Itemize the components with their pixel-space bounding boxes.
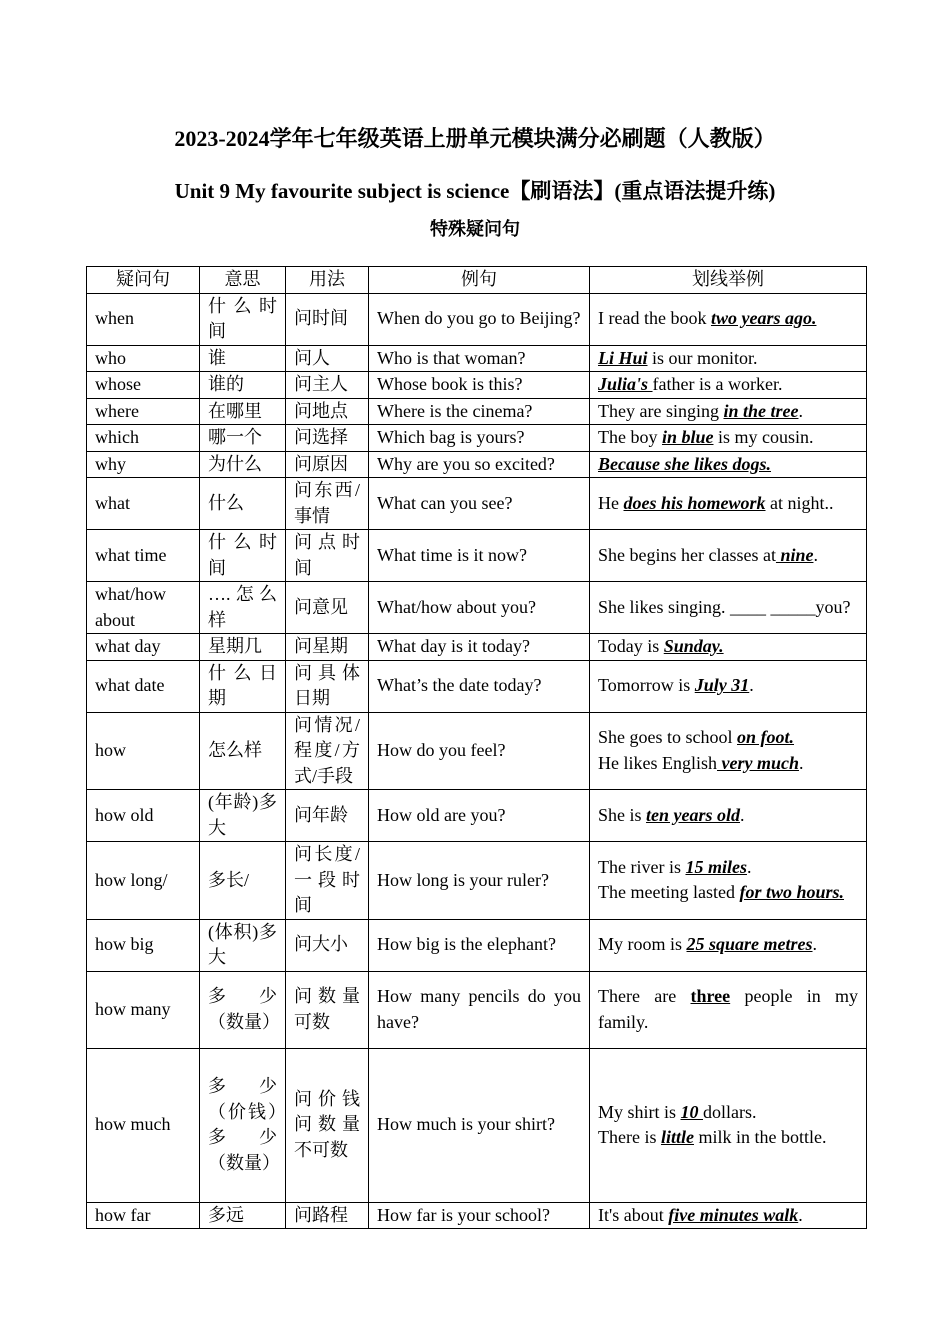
example-sentence-cell: What can you see? [369,478,590,530]
question-word-cell: how big [87,919,200,971]
underline-example-cell [590,478,867,530]
answer-text: people in my family. [598,986,858,1032]
header-usage: 用法 [286,267,369,294]
usage-cell: 问时间 [286,293,369,345]
meaning-cell: 谁 [200,345,286,372]
meaning-cell: 什么日期 [200,660,286,712]
meaning-cell: 多少（数量） [200,971,286,1048]
table-row [87,425,867,452]
usage-cell: 问原因 [286,451,369,478]
usage-cell: 问价钱问数量不可数 [286,1048,369,1202]
answer-text: . [798,400,803,421]
answer-text: . [749,675,754,696]
answer-line [598,880,858,906]
question-word-cell: what [87,478,200,530]
section-heading: 特殊疑问句 [430,219,520,239]
answer-text: is our monitor. [647,347,758,368]
answer-line [598,1100,858,1126]
underline-example-cell [590,971,867,1048]
table-row [87,345,867,372]
answer-text: . [746,856,752,877]
answer-text: She goes to school [598,727,737,748]
table-row [87,1048,867,1202]
meaning-cell: ….怎么样 [200,582,286,634]
answer-line [598,725,858,751]
answer-text: He [598,492,624,513]
meaning-cell: 星期几 [200,634,286,661]
underline-example-cell [590,582,867,634]
table-row [87,582,867,634]
example-sentence-cell: What/how about you? [369,582,590,634]
table-row [87,971,867,1048]
underlined-answer: in blue [661,427,714,447]
answer-text: There are [598,986,691,1006]
meaning-cell: 怎么样 [200,712,286,790]
answer-text: at night.. [765,492,834,513]
example-sentence-cell: What’s the date today? [369,660,590,712]
table-row [87,634,867,661]
answer-text: The boy [598,427,662,447]
table-body [87,293,867,1229]
usage-cell: 问东西/事情 [286,478,369,530]
usage-cell: 问意见 [286,582,369,634]
usage-cell: 问人 [286,345,369,372]
example-sentence-cell: How big is the elephant? [369,919,590,971]
underlined-answer: Li Hui [598,347,648,368]
answer-line [598,1125,858,1151]
header-example: 例句 [369,267,590,294]
meaning-cell: 为什么 [200,451,286,478]
question-word-cell: how [87,712,200,790]
question-word-cell: what/how about [87,582,200,634]
example-sentence-cell: How old are you? [369,790,590,842]
underline-example-cell [590,842,867,920]
answer-text: She begins her classes at [598,544,776,565]
answer-text: My room is [598,934,687,955]
table-header-row [87,267,867,294]
underline-example-cell [590,1202,867,1229]
usage-cell: 问路程 [286,1202,369,1229]
table-row [87,712,867,790]
table-row [87,660,867,712]
meaning-cell: 在哪里 [200,398,286,425]
question-word-cell: whose [87,372,200,399]
example-sentence-cell: How many pencils do you have? [369,971,590,1048]
answer-text: It's about [598,1204,669,1225]
answer-text: There is [598,1127,661,1147]
meaning-cell: 多远 [200,1202,286,1229]
answer-text: My shirt is [598,1101,681,1122]
underline-example-cell [590,372,867,399]
question-word-cell: who [87,345,200,372]
usage-cell: 问主人 [286,372,369,399]
table-row [87,398,867,425]
underlined-answer: very much [717,752,799,773]
underlined-answer: for two hours. [739,882,844,903]
table-row [87,1202,867,1229]
header-meaning: 意思 [200,267,286,294]
usage-cell: 问点时间 [286,530,369,582]
answer-text: . [813,544,818,565]
answer-text: The river is [598,856,686,877]
document-subtitle: Unit 9 My favourite subject is science【刷语法】(重点语法提升练) [174,179,776,203]
answer-text: She likes singing. ____ _____you? [598,596,851,617]
meaning-cell: 什么时间 [200,530,286,582]
example-sentence-cell: How do you feel? [369,712,590,790]
meaning-cell: 谁的 [200,372,286,399]
table-row [87,451,867,478]
example-sentence-cell: What day is it today? [369,634,590,661]
usage-cell: 问情况/程度/方式/手段 [286,712,369,790]
underlined-answer: two years ago. [710,308,817,329]
answer-text: The meeting lasted [598,882,740,903]
example-sentence-cell: Why are you so excited? [369,451,590,478]
table-row [87,790,867,842]
answer-text: father is a worker. [652,374,783,394]
usage-cell: 问数量可数 [286,971,369,1048]
question-word-cell: how long/ [87,842,200,920]
usage-cell: 问长度/一段时间 [286,842,369,920]
table-row [87,293,867,345]
answer-text: I read the book [598,308,711,329]
answer-text: . [798,752,804,773]
answer-text: He likes English [598,752,717,773]
table-row [87,919,867,971]
underlined-answer: 10 [680,1101,704,1122]
table-row [87,842,867,920]
example-sentence-cell: Which bag is yours? [369,425,590,452]
answer-text: Tomorrow is [598,675,695,696]
table-row [87,478,867,530]
underlined-answer: 15 miles [685,856,747,877]
meaning-cell: 什么时间 [200,293,286,345]
underlined-answer: ten years old [646,804,741,825]
question-word-cell: what day [87,634,200,661]
underline-example-cell [590,790,867,842]
underlined-answer: Because she likes dogs. [598,453,771,474]
underline-example-cell [590,293,867,345]
table-row [87,372,867,399]
underlined-answer: in the tree [723,400,799,421]
meaning-cell: 多少（价钱）多少（数量） [200,1048,286,1202]
underline-example-cell [590,660,867,712]
table-row [87,530,867,582]
usage-cell: 问地点 [286,398,369,425]
question-word-cell: how many [87,971,200,1048]
answer-text: is my cousin. [713,427,814,447]
answer-text: . [812,934,818,955]
usage-cell: 问年龄 [286,790,369,842]
meaning-cell: (体积)多大 [200,919,286,971]
example-sentence-cell: When do you go to Beijing? [369,293,590,345]
meaning-cell: 什么 [200,478,286,530]
underline-example-cell [590,425,867,452]
question-word-cell: which [87,425,200,452]
question-word-cell: how far [87,1202,200,1229]
underline-example-cell [590,345,867,372]
answer-text: dollars. [703,1101,757,1122]
underline-example-cell [590,919,867,971]
example-sentence-cell: Whose book is this? [369,372,590,399]
underlined-answer: nine [775,544,814,565]
usage-cell: 问具体日期 [286,660,369,712]
answer-text: She is [598,804,647,825]
example-sentence-cell: What time is it now? [369,530,590,582]
answer-text: . [798,1204,803,1225]
usage-cell: 问大小 [286,919,369,971]
answer-line [598,855,858,881]
underlined-answer: little [660,1127,694,1147]
underline-example-cell [590,530,867,582]
underlined-answer: Sunday. [663,636,724,656]
answer-text: . [740,804,745,825]
underlined-answer: three [690,986,731,1006]
question-word-cell: why [87,451,200,478]
underlined-answer: 25 square metres [686,934,813,955]
question-word-cell: what time [87,530,200,582]
underlined-answer: on foot. [737,727,795,748]
underline-example-cell [590,451,867,478]
question-word-cell: what date [87,660,200,712]
meaning-cell: 多长/ [200,842,286,920]
underlined-answer: five minutes walk [668,1204,799,1225]
underlined-answer: does his homework [623,492,766,513]
question-word-cell: how much [87,1048,200,1202]
example-sentence-cell: Where is the cinema? [369,398,590,425]
header-underline-example: 划线举例 [590,267,867,294]
example-sentence-cell: How far is your school? [369,1202,590,1229]
underlined-answer: Julia's [598,374,653,394]
example-sentence-cell: How long is your ruler? [369,842,590,920]
underline-example-cell [590,712,867,790]
usage-cell: 问星期 [286,634,369,661]
question-word-cell: how old [87,790,200,842]
question-words-table [86,266,867,1229]
example-sentence-cell: Who is that woman? [369,345,590,372]
question-word-cell: when [87,293,200,345]
header-question-word: 疑问句 [87,267,200,294]
answer-line [598,751,858,777]
underline-example-cell [590,398,867,425]
answer-text: Today is [598,636,664,656]
answer-text: milk in the bottle. [693,1127,827,1147]
document-title: 2023-2024学年七年级英语上册单元模块满分必刷题（人教版） [174,126,776,151]
meaning-cell: (年龄)多大 [200,790,286,842]
meaning-cell: 哪一个 [200,425,286,452]
question-word-cell: where [87,398,200,425]
underline-example-cell [590,1048,867,1202]
underline-example-cell [590,634,867,661]
example-sentence-cell: How much is your shirt? [369,1048,590,1202]
underlined-answer: July 31 [694,675,750,696]
usage-cell: 问选择 [286,425,369,452]
answer-text: They are singing [598,400,724,421]
